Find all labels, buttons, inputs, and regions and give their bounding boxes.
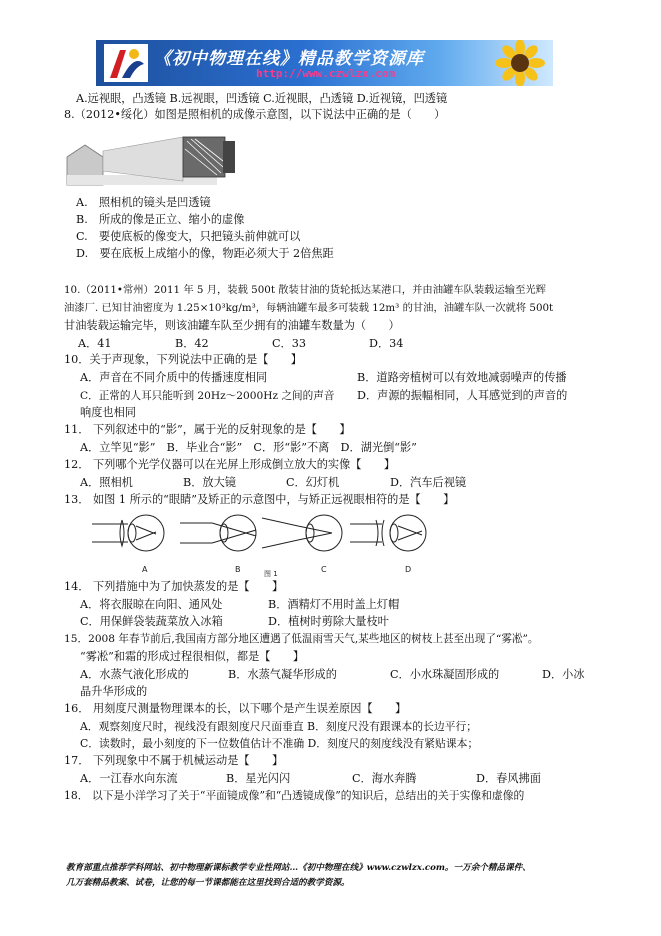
q10-option-b: B．42 [175, 337, 209, 350]
q10b-option-d: D．声源的振幅相同，人耳感觉到的声音的 [357, 389, 568, 402]
q16-stem: 16． 用刻度尺测量物理课本的长，以下哪个是产生误差原因【 】 [64, 702, 407, 715]
q10-option-c: C．33 [272, 337, 306, 350]
fig-label-c: C [321, 565, 327, 574]
q10b-option-b: B．道路旁植树可以有效地减弱噪声的传播 [357, 371, 567, 384]
q10b-option-a: A．声音在不同介质中的传播速度相同 [80, 371, 268, 384]
q8-option-a: A. 照相机的镜头是凹透镜 [76, 196, 211, 209]
q10-option-d: D．34 [369, 337, 404, 350]
q12-option-c: C．幻灯机 [286, 476, 340, 489]
q15-option-d: D．小冰 [542, 668, 585, 681]
footer-line-1: 教育部重点推荐学科网站、初中物理新课标教学专业性网站…《初中物理在线》www.czwlzx.com。一万余个精品课件、 [66, 863, 531, 873]
q15-option-d-cont: 晶升华形成的 [80, 685, 148, 698]
q12-option-a: A．照相机 [80, 476, 133, 489]
q11-options: A．立竿见“影” B．毕业合“影” C．形“影”不离 D．湖光倒“影” [80, 441, 417, 454]
q10-option-a: A．41 [78, 337, 112, 350]
q14-option-c: C．用保鲜袋装蔬菜放入冰箱 [80, 615, 223, 628]
q13-stem: 13． 如图 1 所示的“眼睛”及矫正的示意图中，与矫正远视眼相符的是【 】 [64, 493, 455, 506]
site-logo-icon [104, 44, 148, 82]
q12-option-b: B．放大镜 [183, 476, 236, 489]
q15-stem-1: 15．2008 年春节前后,我国南方部分地区遭遇了低温雨雪天气,某些地区的树枝上甚至出现了“雾凇”。 [64, 633, 539, 645]
q18-stem: 18． 以下是小洋学习了关于“平面镜成像”和“凸透镜成像”的知识后，总结出的关于实像和虚像的 [64, 789, 525, 802]
q16-option-ab: A．观察刻度尺时，视线没有跟刻度尺尺面垂直 B．刻度尺没有跟课本的长边平行； [80, 720, 478, 733]
banner-url[interactable]: http://www.czwlzx.com [256, 67, 396, 80]
q11-stem: 11． 下列叙述中的“影”，属于光的反射现象的是【 】 [64, 423, 351, 436]
eye-diagrams-figure [92, 506, 442, 578]
fig-label-d: D [405, 565, 412, 574]
q7-options: A.远视眼，凸透镜 B.远视眼，凹透镜 C.近视眼，凸透镜 D.近视镜，凹透镜 [76, 92, 448, 105]
q17-option-b: B．星光闪闪 [226, 772, 291, 785]
q10-stem-2: 油漆厂. 已知甘油密度为 1.25×10³kg/m³，每辆油罐车最多可装载 12m³ 的甘油，油罐车队一次就将 500t [64, 302, 554, 314]
q10b-stem: 10．关于声现象，下列说法中正确的是【 】 [64, 353, 302, 366]
header-banner [96, 40, 553, 86]
q8-option-c: C. 要使底板的像变大，只把镜头前伸就可以 [76, 230, 301, 243]
q10b-option-d-cont: 响度也相同 [80, 406, 136, 419]
q15-option-c: C．小水珠凝固形成的 [390, 668, 500, 681]
q15-option-a: A．水蒸气液化形成的 [80, 668, 189, 681]
q10b-option-c: C．正常的人耳只能听到 20Hz～2000Hz 之间的声音 [80, 390, 335, 402]
q17-option-c: C．海水奔腾 [352, 772, 417, 785]
q12-option-d: D．汽车后视镜 [390, 476, 467, 489]
q17-option-a: A．一江春水向东流 [80, 772, 178, 785]
footer-line-2: 几万套精品教案、试卷，让您的每一节课都能在这里找到合适的教学资源。 [66, 878, 350, 888]
sunflower-icon [489, 40, 551, 86]
q14-option-d: D．植树时剪除大量枝叶 [268, 615, 389, 628]
q12-stem: 12． 下列哪个光学仪器可以在光屏上形成倒立放大的实像【 】 [64, 458, 396, 471]
q10-stem-1: 10.（2011•常州）2011 年 5 月，装载 500t 散装甘油的货轮抵达某港口，并由油罐车队装载运输至光辉 [64, 284, 546, 296]
q15-option-b: B．水蒸气凝华形成的 [228, 668, 337, 681]
fig-label-a: A [142, 565, 148, 574]
camera-figure [63, 127, 240, 189]
q14-option-b: B．酒精灯不用时盖上灯帽 [268, 598, 400, 611]
q8-option-d: D. 要在底板上成缩小的像，物距必须大于 2倍焦距 [76, 247, 334, 260]
fig-label-b: B [235, 565, 241, 574]
q17-stem: 17． 下列现象中不属于机械运动是【 】 [64, 754, 284, 767]
q14-option-a: A．将衣服晾在向阳、通风处 [80, 598, 223, 611]
q15-stem-2: “雾凇”和霜的形成过程很相似，都是【 】 [80, 650, 305, 663]
q10-stem-3: 甘油装载运输完毕，则该油罐车队至少拥有的油罐车数量为（ ） [64, 319, 400, 332]
q16-option-cd: C．读数时，最小刻度的下一位数值估计不准确 D．刻度尺的刻度线没有紧贴课本； [80, 737, 479, 750]
figure-1-caption: 图 1 [264, 570, 278, 578]
banner-title: 《初中物理在线》精品教学资源库 [154, 49, 424, 69]
q17-option-d: D．春风拂面 [476, 772, 541, 785]
q8-option-b: B. 所成的像是正立、缩小的虚像 [76, 213, 245, 226]
q14-stem: 14． 下列措施中为了加快蒸发的是【 】 [64, 580, 284, 593]
q8-stem: 8.（2012•绥化）如图是照相机的成像示意图，以下说法中正确的是（ ） [64, 108, 446, 121]
